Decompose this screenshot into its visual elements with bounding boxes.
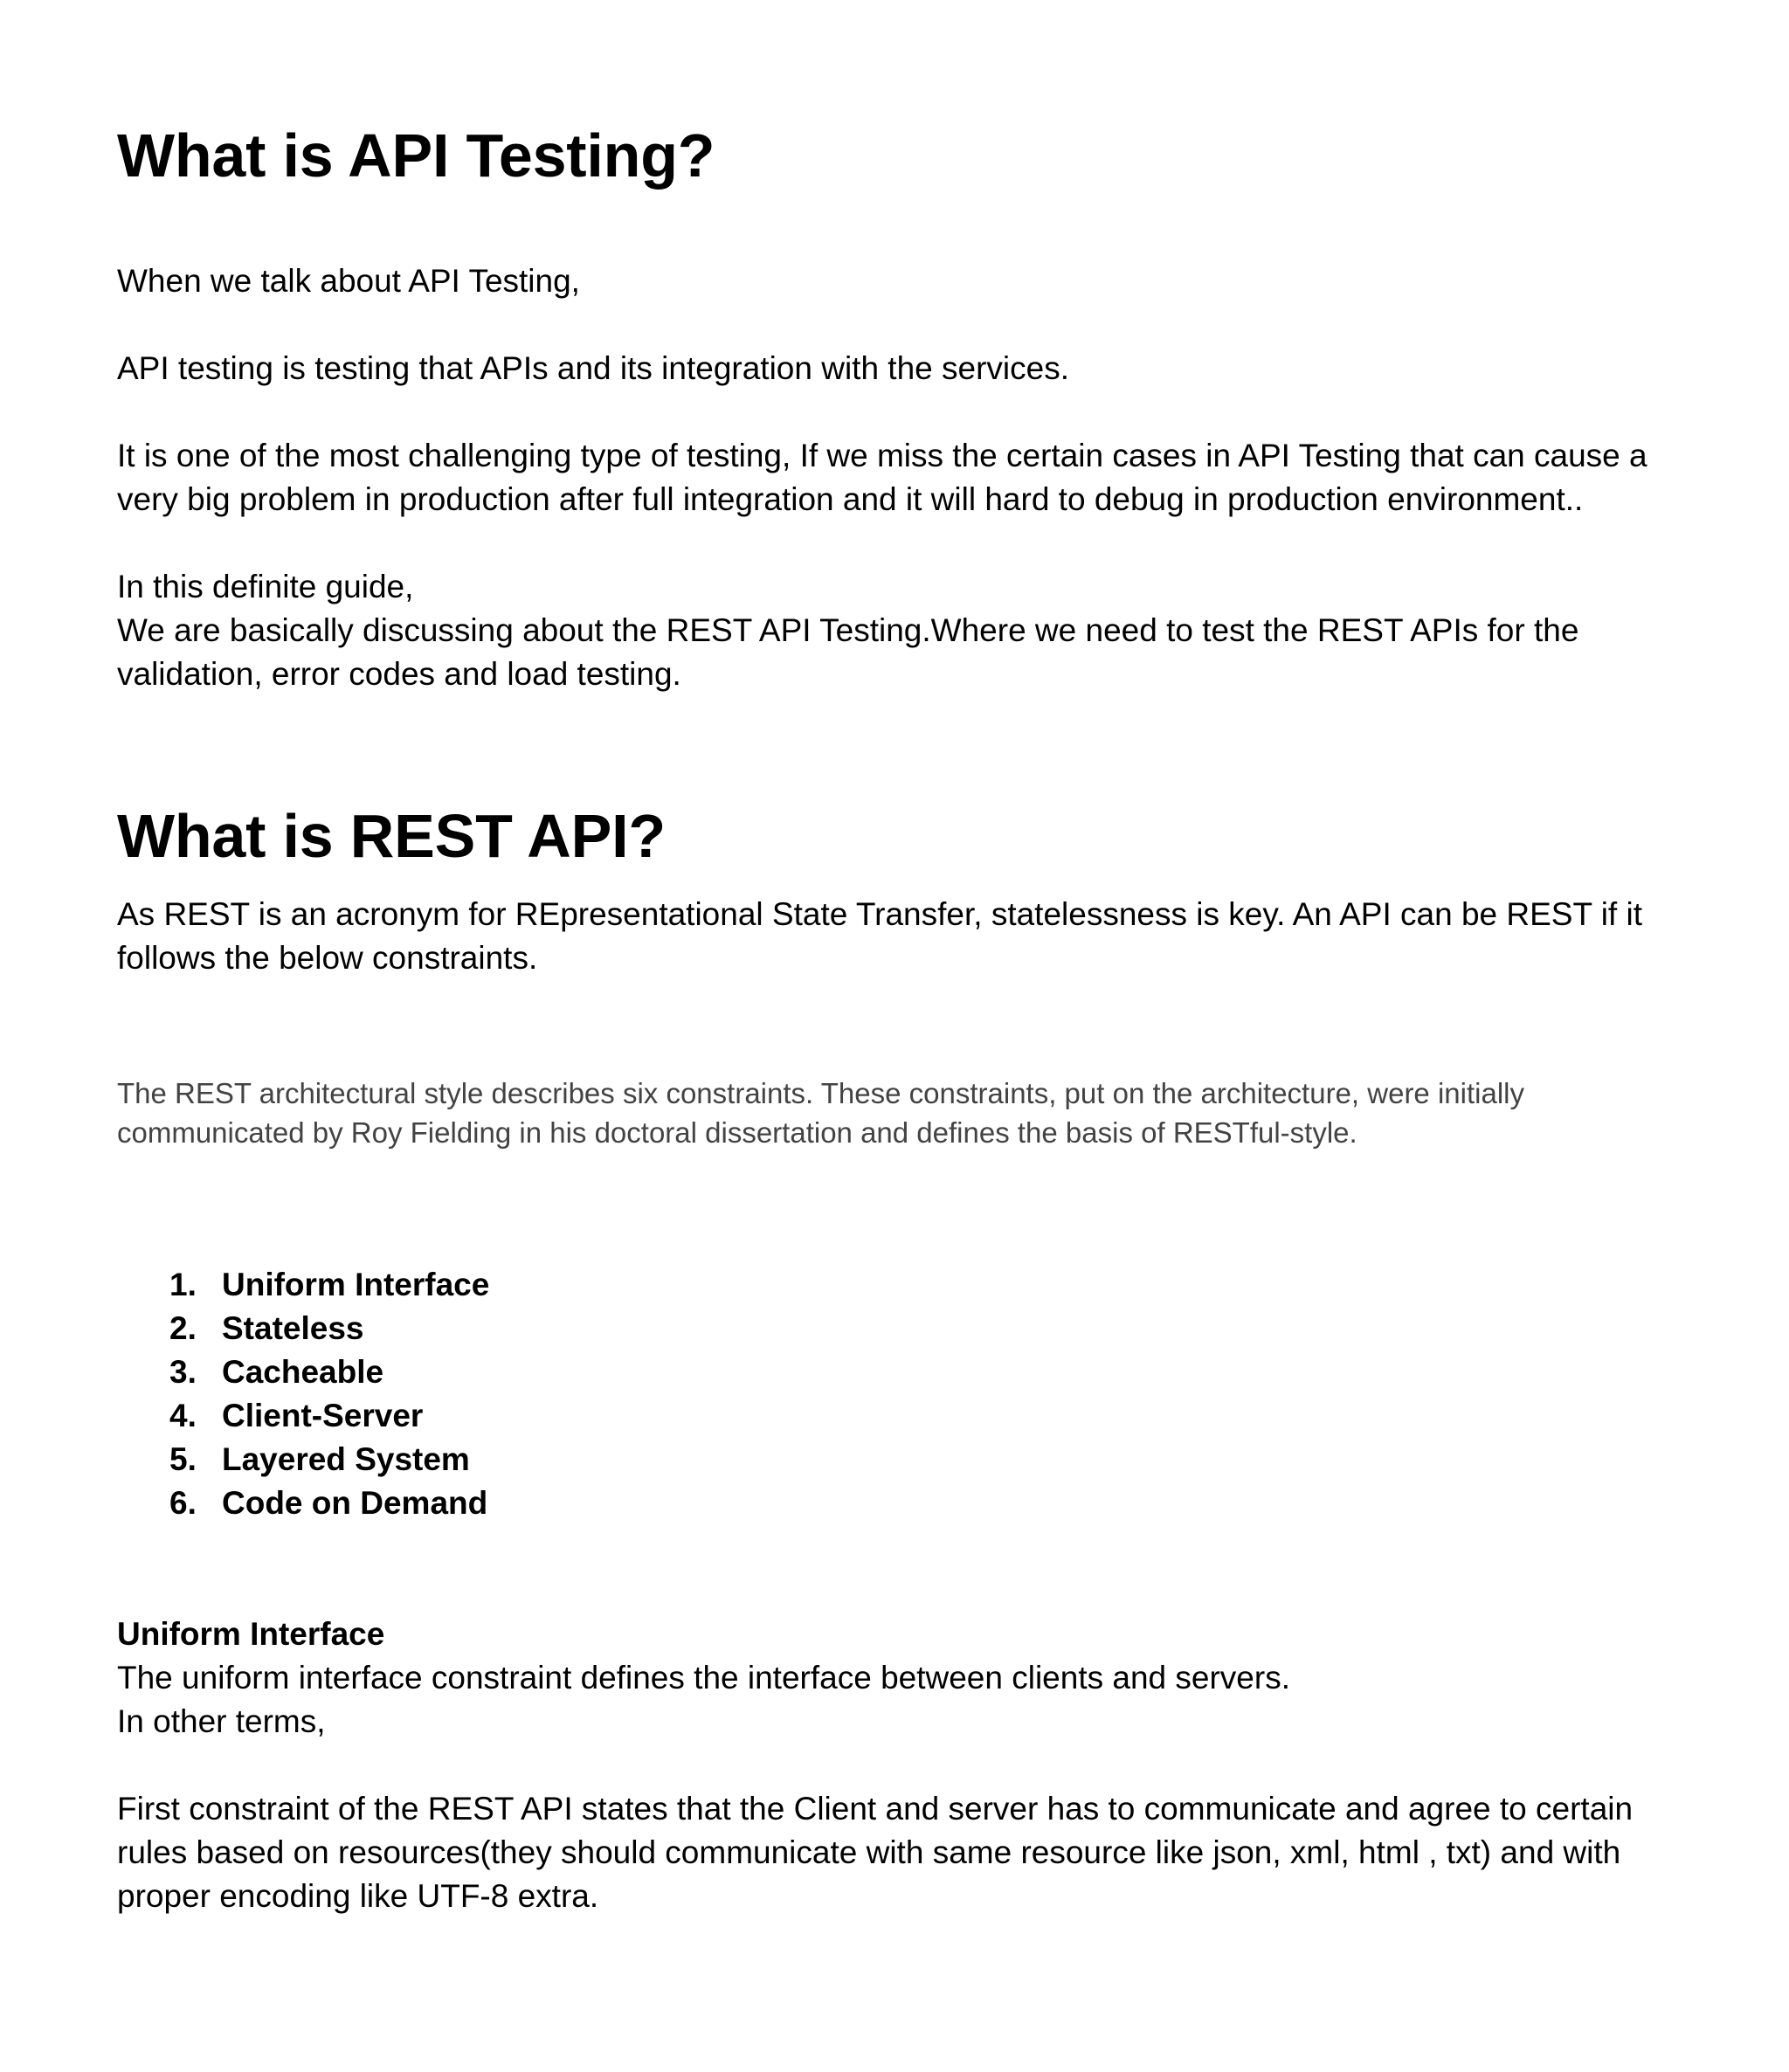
first-constraint-paragraph — [117, 1787, 1633, 1918]
challenging-paragraph — [117, 434, 1647, 521]
heading-what-is-api-testing: What is API Testing? — [117, 121, 715, 190]
guide-line-3: validation, error codes and load testing. — [117, 656, 681, 692]
heading-what-is-rest-api: What is REST API? — [117, 802, 666, 870]
list-item: 2. Stateless — [169, 1310, 364, 1346]
uniform-interface-heading: Uniform Interface — [117, 1616, 385, 1652]
uniform-interface-line-1: The uniform interface constraint defines the interface between clients and servers. — [117, 1660, 1290, 1696]
list-item: 4. Client-Server — [169, 1398, 424, 1433]
first-constraint-line-3: proper encoding like UTF-8 extra. — [117, 1878, 599, 1914]
rest-architecture-line-2: communicated by Roy Fielding in his doctoral dissertation and defines the basis of RESTful-style. — [117, 1116, 1357, 1149]
rest-architecture-paragraph — [117, 1074, 1524, 1152]
rest-acronym-line-1: As REST is an acronym for REpresentational State Transfer, statelessness is key. An API can be REST if it — [117, 896, 1642, 932]
intro-line: When we talk about API Testing, — [117, 263, 580, 299]
challenging-line-2: very big problem in production after full integration and it will hard to debug in production environment.. — [117, 481, 1584, 517]
rest-acronym-paragraph — [117, 893, 1642, 980]
list-item: 3. Cacheable — [169, 1354, 384, 1390]
list-item: 1. Uniform Interface — [169, 1267, 490, 1302]
guide-paragraph — [117, 565, 1578, 696]
constraints-list — [169, 1263, 489, 1525]
list-item: 6. Code on Demand — [169, 1485, 488, 1521]
guide-line-1: In this definite guide, — [117, 569, 414, 604]
uniform-interface-section — [117, 1613, 1290, 1744]
uniform-interface-line-2: In other terms, — [117, 1703, 326, 1739]
rest-acronym-line-2: follows the below constraints. — [117, 940, 538, 976]
challenging-line-1: It is one of the most challenging type of testing, If we miss the certain cases in API Testing that can cause a — [117, 438, 1647, 473]
list-item: 5. Layered System — [169, 1441, 470, 1477]
first-constraint-line-1: First constraint of the REST API states that the Client and server has to communicate and agree to certain — [117, 1791, 1634, 1827]
guide-line-2: We are basically discussing about the REST API Testing.Where we need to test the REST APIs for the — [117, 612, 1579, 648]
api-testing-definition: API testing is testing that APIs and its integration with the services. — [117, 350, 1070, 386]
first-constraint-line-2: rules based on resources(they should communicate with same resource like json, xml, html , txt) and with — [117, 1834, 1621, 1870]
rest-architecture-line-1: The REST architectural style describes six constraints. These constraints, put on the architecture, were initially — [117, 1077, 1524, 1109]
